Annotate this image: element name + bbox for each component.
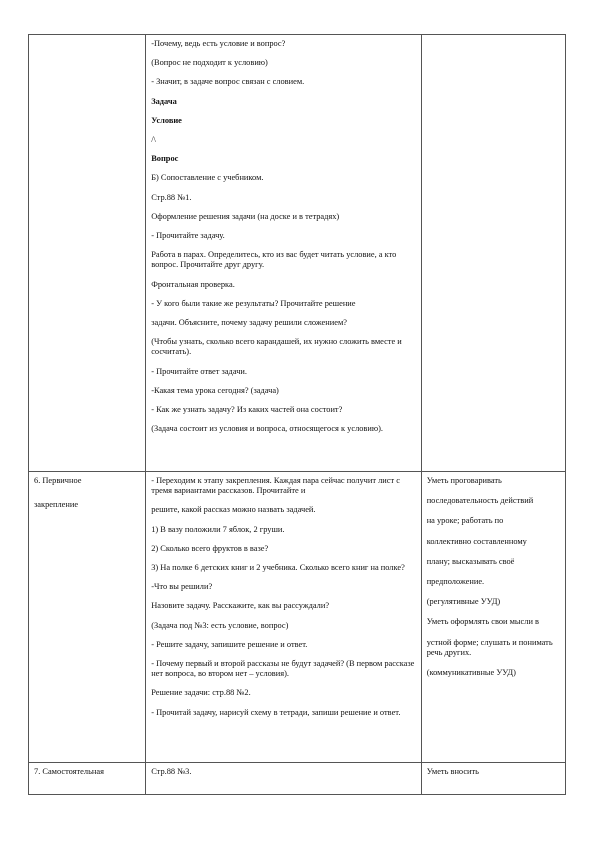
content-cell <box>146 472 422 763</box>
lesson-text: -Почему, ведь есть условие и вопрос? <box>151 39 286 48</box>
lesson-text: - Решите задачу, запишите решение и ответ. <box>151 639 308 649</box>
stage-text: 6. Первичное <box>34 476 82 485</box>
lesson-text: Решение задачи: стр.88 №2. <box>151 688 251 698</box>
table-row <box>29 763 566 795</box>
lesson-text: Назовите задачу. Расскажите, как вы рассуждали? <box>151 601 330 611</box>
diagram-label: Задача <box>151 96 177 106</box>
lesson-text: (Чтобы узнать, сколько всего карандашей, их нужно сложить вместе и сосчитать). <box>151 337 402 357</box>
lesson-text: /\ <box>151 135 156 145</box>
lesson-text: 3) На полке 6 детских книг и 2 учебника. Сколько всего книг на полке? <box>151 563 405 573</box>
skill-text: плану; высказывать своё <box>426 556 515 566</box>
lesson-text: - Прочитайте задачу. <box>151 231 225 241</box>
stage-cell <box>29 472 146 763</box>
lesson-text: -Что вы решили? <box>151 582 213 592</box>
skills-cell <box>421 763 565 795</box>
lesson-text: -Какая тема урока сегодня? (задача) <box>151 385 279 395</box>
skill-text: Уметь вносить <box>426 767 479 776</box>
skill-text: Уметь оформлять свои мысли в <box>426 617 539 627</box>
lesson-text: (Задача под №3: есть условие, вопрос) <box>151 620 289 630</box>
skill-text: (коммуникативные УУД) <box>426 668 516 678</box>
table-row <box>29 472 566 763</box>
lesson-plan-body <box>29 35 566 795</box>
lesson-text: задачи. Объясните, почему задачу решили сложением? <box>151 318 347 328</box>
skills-cell <box>421 35 565 472</box>
diagram-label: Условие <box>151 115 182 125</box>
lesson-text: решите, какой рассказ можно назвать задачей. <box>151 505 316 515</box>
table-row <box>29 35 566 472</box>
lesson-text: Работа в парах. Определитесь, кто из вас будет читать условие, а кто вопрос. Прочитайте друг другу. <box>151 250 397 270</box>
skill-text: предположение. <box>426 577 485 587</box>
skill-text: последовательность действий <box>426 496 534 506</box>
skill-text: Уметь проговаривать <box>426 476 502 485</box>
stage-text: 7. Самостоятельная <box>34 767 104 776</box>
lesson-text: Оформление решения задачи (на доске и в тетрадях) <box>151 211 340 221</box>
lesson-text: - Переходим к этапу закрепления. Каждая пара сейчас получит лист с тремя вариантами рассказов. Прочитайте и <box>151 476 400 496</box>
diagram-label: Вопрос <box>151 154 179 164</box>
skill-text: (регулятивные УУД) <box>426 597 501 607</box>
lesson-text: - Значит, в задаче вопрос связан с словием. <box>151 77 305 87</box>
lesson-text: Фронтальная проверка. <box>151 279 235 289</box>
skill-text: устной форме; слушать и понимать речь других. <box>426 637 553 657</box>
skill-text: на уроке; работать по <box>426 516 504 526</box>
lesson-text: - Прочитайте ответ задачи. <box>151 366 247 376</box>
skill-text: коллективно составленному <box>426 536 527 546</box>
lesson-text: (Задача состоит из условия и вопроса, относящегося к условию). <box>151 424 384 434</box>
lesson-text: - У кого были такие же результаты? Прочитайте решение <box>151 298 356 308</box>
lesson-text: 1) В вазу положили 7 яблок, 2 груши. <box>151 524 285 534</box>
lesson-text: Б) Сопоставление с учебником. <box>151 173 264 183</box>
stage-text: закрепление <box>34 500 79 510</box>
lesson-text: - Почему первый и второй рассказы не будут задачей? (В первом рассказе нет вопроса, во втором нет – условия). <box>151 659 415 679</box>
lesson-text: - Прочитай задачу, нарисуй схему в тетради, запиши решение и ответ. <box>151 707 401 717</box>
lesson-text: - Как же узнать задачу? Из каких частей она состоит? <box>151 405 343 415</box>
skills-cell <box>421 472 565 763</box>
lesson-text: Стр.88 №3. <box>151 767 192 776</box>
content-cell <box>146 763 422 795</box>
lesson-text: (Вопрос не подходит к условию) <box>151 58 268 68</box>
content-cell <box>146 35 422 472</box>
lesson-text: 2) Сколько всего фруктов в вазе? <box>151 543 269 553</box>
stage-cell <box>29 35 146 472</box>
lesson-text: Стр.88 №1. <box>151 192 192 202</box>
lesson-plan-table <box>28 34 566 795</box>
stage-cell <box>29 763 146 795</box>
